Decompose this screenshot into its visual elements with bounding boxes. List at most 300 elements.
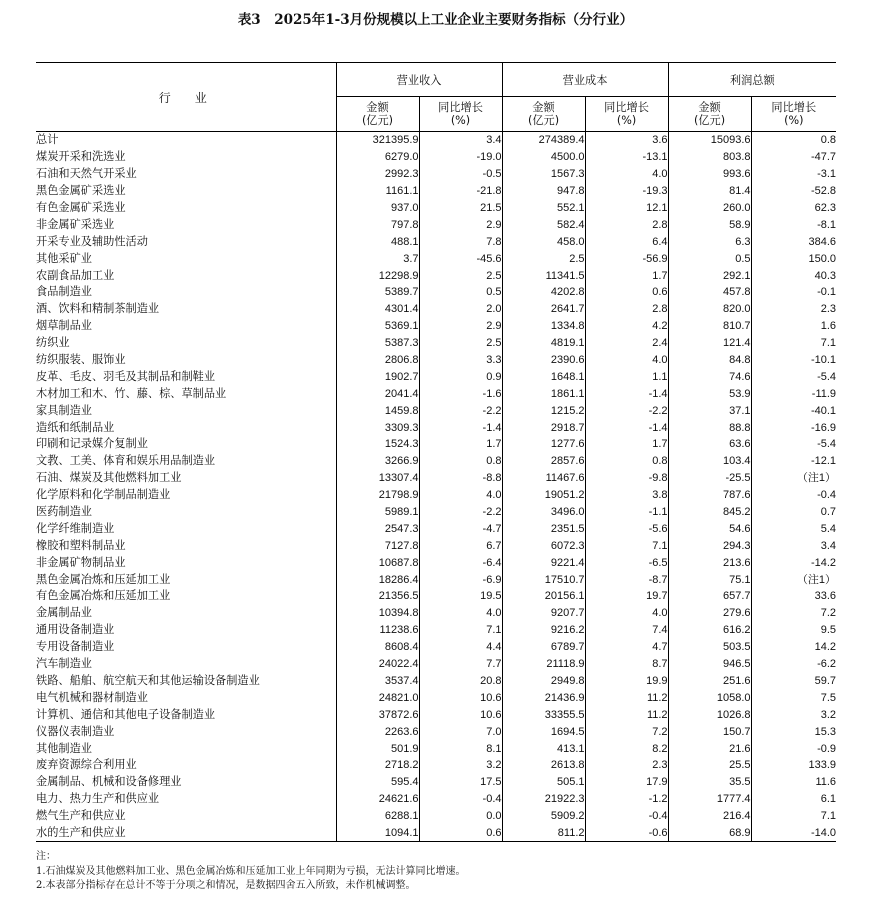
cost-amount-cell: 811.2 <box>502 825 585 842</box>
table-row <box>36 216 836 233</box>
cost-amount-cell: 505.1 <box>502 774 585 791</box>
cost-amount-cell: 9216.2 <box>502 622 585 639</box>
profit-amount-cell: 1026.8 <box>668 706 751 723</box>
profit-amount-cell: 292.1 <box>668 267 751 284</box>
profit-growth-cell: 1.6 <box>751 318 836 335</box>
profit-growth-header: 同比增长 (%) <box>751 97 836 132</box>
cost-growth-cell: -13.1 <box>585 149 668 166</box>
profit-growth-cell: -0.4 <box>751 487 836 504</box>
profit-amount-cell: 37.1 <box>668 402 751 419</box>
table-row <box>36 436 836 453</box>
profit-amount-cell: 810.7 <box>668 318 751 335</box>
revenue-amount-cell: 3.7 <box>336 250 419 267</box>
revenue-amount-cell: 2547.3 <box>336 520 419 537</box>
table-row <box>36 200 836 217</box>
cost-amount-cell: 19051.2 <box>502 487 585 504</box>
profit-growth-cell: 384.6 <box>751 233 836 250</box>
profit-amount-cell: 84.8 <box>668 352 751 369</box>
cost-amount-cell: 947.8 <box>502 183 585 200</box>
industry-name: 农副食品加工业 <box>36 268 115 282</box>
cost-amount-cell: 1277.6 <box>502 436 585 453</box>
cost-amount-cell: 3496.0 <box>502 504 585 521</box>
industry-name: 木材加工和木、竹、藤、棕、草制品业 <box>36 386 227 400</box>
industry-name: 总计 <box>36 133 59 147</box>
profit-growth-cell: -8.1 <box>751 216 836 233</box>
cost-growth-cell: 1.1 <box>585 368 668 385</box>
cost-growth-cell: 0.6 <box>585 284 668 301</box>
revenue-growth-header: 同比增长 (%) <box>419 97 502 132</box>
cost-header: 营业成本 <box>502 63 668 97</box>
table-row <box>36 149 836 166</box>
cost-amount-cell: 5909.2 <box>502 808 585 825</box>
profit-amount-cell: 294.3 <box>668 537 751 554</box>
industry-name: 医药制造业 <box>36 505 92 519</box>
cost-growth-cell: 2.3 <box>585 757 668 774</box>
revenue-growth-cell: 2.9 <box>419 318 502 335</box>
profit-growth-cell: 62.3 <box>751 200 836 217</box>
revenue-growth-cell: 0.5 <box>419 284 502 301</box>
profit-amount-cell: 103.4 <box>668 453 751 470</box>
cost-growth-cell: 7.1 <box>585 537 668 554</box>
table-row <box>36 301 836 318</box>
revenue-growth-cell: 2.5 <box>419 267 502 284</box>
revenue-amount-cell: 5389.7 <box>336 284 419 301</box>
cost-amount-cell: 4500.0 <box>502 149 585 166</box>
revenue-amount-cell: 5387.3 <box>336 335 419 352</box>
revenue-growth-cell: 10.6 <box>419 689 502 706</box>
cost-amount-cell: 1694.5 <box>502 723 585 740</box>
revenue-amount-cell: 2806.8 <box>336 352 419 369</box>
table-row <box>36 622 836 639</box>
revenue-amount-cell: 3537.4 <box>336 673 419 690</box>
profit-growth-cell: 14.2 <box>751 639 836 656</box>
profit-growth-cell: -0.9 <box>751 740 836 757</box>
profit-growth-cell: -11.9 <box>751 385 836 402</box>
note-1: 1.石油煤炭及其他燃料加工业、黑色金属冶炼和压延加工业上年同期为亏损，无法计算同比增速。 <box>36 865 466 877</box>
cost-growth-cell: 7.4 <box>585 622 668 639</box>
table-row <box>36 588 836 605</box>
profit-growth-cell: -40.1 <box>751 402 836 419</box>
cost-growth-cell: -8.7 <box>585 571 668 588</box>
industry-name: 石油和天然气开采业 <box>36 167 137 181</box>
industry-name: 金属制品业 <box>36 606 92 620</box>
revenue-amount-cell: 1524.3 <box>336 436 419 453</box>
revenue-amount-cell: 10687.8 <box>336 554 419 571</box>
cost-amount-cell: 6789.7 <box>502 639 585 656</box>
profit-growth-cell: -5.4 <box>751 436 836 453</box>
cost-amount-cell: 1648.1 <box>502 368 585 385</box>
profit-growth-cell: -0.1 <box>751 284 836 301</box>
revenue-amount-cell: 5989.1 <box>336 504 419 521</box>
cost-amount-cell: 2390.6 <box>502 352 585 369</box>
profit-amount-cell: 54.6 <box>668 520 751 537</box>
revenue-growth-cell: 2.5 <box>419 335 502 352</box>
revenue-growth-cell: 7.7 <box>419 656 502 673</box>
table-row <box>36 284 836 301</box>
revenue-growth-cell: 19.5 <box>419 588 502 605</box>
revenue-amount-cell: 797.8 <box>336 216 419 233</box>
table-row <box>36 791 836 808</box>
revenue-amount-cell: 321395.9 <box>336 132 419 149</box>
revenue-amount-cell: 24022.4 <box>336 656 419 673</box>
revenue-growth-cell: -0.5 <box>419 166 502 183</box>
profit-growth-cell: 7.1 <box>751 335 836 352</box>
profit-growth-cell: 59.7 <box>751 673 836 690</box>
cost-growth-cell: 7.2 <box>585 723 668 740</box>
profit-amount-cell: 58.9 <box>668 216 751 233</box>
profit-amount-cell: 657.7 <box>668 588 751 605</box>
cost-amount-cell: 21922.3 <box>502 791 585 808</box>
industry-name: 酒、饮料和精制茶制造业 <box>36 302 160 316</box>
industry-name: 计算机、通信和其他电子设备制造业 <box>36 707 216 721</box>
profit-growth-cell: 11.6 <box>751 774 836 791</box>
table-row <box>36 571 836 588</box>
profit-growth-cell: -14.2 <box>751 554 836 571</box>
cost-amount-cell: 17510.7 <box>502 571 585 588</box>
cost-amount-cell: 2918.7 <box>502 419 585 436</box>
profit-growth-cell: -16.9 <box>751 419 836 436</box>
industry-name: 电力、热力生产和供应业 <box>36 792 160 806</box>
revenue-growth-cell: 3.4 <box>419 132 502 149</box>
revenue-growth-cell: 3.2 <box>419 757 502 774</box>
profit-amount-cell: 121.4 <box>668 335 751 352</box>
cost-growth-cell: 1.7 <box>585 436 668 453</box>
revenue-growth-cell: 7.1 <box>419 622 502 639</box>
profit-growth-cell: （注1） <box>751 470 836 487</box>
revenue-growth-cell: -2.2 <box>419 402 502 419</box>
revenue-growth-cell: 2.0 <box>419 301 502 318</box>
industry-name: 有色金属冶炼和压延加工业 <box>36 589 171 603</box>
cost-growth-cell: 19.9 <box>585 673 668 690</box>
revenue-growth-cell: 17.5 <box>419 774 502 791</box>
profit-growth-cell: 0.8 <box>751 132 836 149</box>
cost-amount-header: 金额 (亿元) <box>502 97 585 132</box>
cost-amount-cell: 2351.5 <box>502 520 585 537</box>
revenue-amount-cell: 8608.4 <box>336 639 419 656</box>
table-row <box>36 487 836 504</box>
industry-name: 橡胶和塑料制品业 <box>36 538 126 552</box>
profit-amount-cell: 35.5 <box>668 774 751 791</box>
profit-growth-cell: 33.6 <box>751 588 836 605</box>
industry-name: 废弃资源综合利用业 <box>36 758 137 772</box>
cost-growth-cell: 17.9 <box>585 774 668 791</box>
industry-name: 其他采矿业 <box>36 251 92 265</box>
revenue-amount-cell: 21356.5 <box>336 588 419 605</box>
revenue-amount-cell: 1161.1 <box>336 183 419 200</box>
revenue-amount-cell: 2263.6 <box>336 723 419 740</box>
profit-amount-cell: 787.6 <box>668 487 751 504</box>
revenue-growth-cell: 0.8 <box>419 453 502 470</box>
cost-amount-cell: 582.4 <box>502 216 585 233</box>
cost-growth-cell: -5.6 <box>585 520 668 537</box>
table-body <box>36 132 836 842</box>
profit-amount-cell: 845.2 <box>668 504 751 521</box>
revenue-amount-cell: 37872.6 <box>336 706 419 723</box>
cost-amount-cell: 1334.8 <box>502 318 585 335</box>
revenue-growth-cell: -4.7 <box>419 520 502 537</box>
cost-amount-cell: 1567.3 <box>502 166 585 183</box>
profit-header: 利润总额 <box>668 63 836 97</box>
profit-amount-cell: 6.3 <box>668 233 751 250</box>
profit-amount-cell: 503.5 <box>668 639 751 656</box>
financial-indicators-table <box>36 62 836 842</box>
cost-growth-cell: 3.6 <box>585 132 668 149</box>
profit-growth-cell: 7.5 <box>751 689 836 706</box>
cost-growth-cell: 2.4 <box>585 335 668 352</box>
table-row <box>36 808 836 825</box>
cost-amount-cell: 2.5 <box>502 250 585 267</box>
table-row <box>36 774 836 791</box>
industry-name: 食品制造业 <box>36 285 92 299</box>
profit-amount-cell: 616.2 <box>668 622 751 639</box>
revenue-growth-cell: 7.8 <box>419 233 502 250</box>
cost-amount-cell: 4819.1 <box>502 335 585 352</box>
profit-amount-cell: 803.8 <box>668 149 751 166</box>
revenue-growth-cell: 0.0 <box>419 808 502 825</box>
industry-name: 通用设备制造业 <box>36 623 115 637</box>
industry-name: 纺织服装、服饰业 <box>36 353 126 367</box>
table-row <box>36 385 836 402</box>
cost-growth-cell: 6.4 <box>585 233 668 250</box>
industry-name: 文教、工美、体育和娱乐用品制造业 <box>36 454 216 468</box>
industry-name: 家具制造业 <box>36 403 92 417</box>
profit-growth-cell: 2.3 <box>751 301 836 318</box>
revenue-growth-cell: -0.4 <box>419 791 502 808</box>
table-row <box>36 723 836 740</box>
cost-amount-cell: 552.1 <box>502 200 585 217</box>
industry-name: 非金属矿物制品业 <box>36 555 126 569</box>
cost-growth-cell: 11.2 <box>585 689 668 706</box>
profit-amount-cell: 946.5 <box>668 656 751 673</box>
profit-amount-cell: 74.6 <box>668 368 751 385</box>
table-row <box>36 706 836 723</box>
revenue-growth-cell: 8.1 <box>419 740 502 757</box>
profit-amount-cell: 213.6 <box>668 554 751 571</box>
revenue-amount-cell: 3309.3 <box>336 419 419 436</box>
industry-name: 开采专业及辅助性活动 <box>36 234 148 248</box>
profit-growth-cell: -3.1 <box>751 166 836 183</box>
cost-growth-cell: -1.1 <box>585 504 668 521</box>
revenue-amount-cell: 2718.2 <box>336 757 419 774</box>
revenue-amount-cell: 24621.6 <box>336 791 419 808</box>
cost-amount-cell: 21118.9 <box>502 656 585 673</box>
revenue-amount-cell: 501.9 <box>336 740 419 757</box>
profit-growth-cell: 9.5 <box>751 622 836 639</box>
cost-growth-cell: -2.2 <box>585 402 668 419</box>
table-row <box>36 368 836 385</box>
table-row <box>36 267 836 284</box>
table-row <box>36 504 836 521</box>
cost-amount-cell: 2613.8 <box>502 757 585 774</box>
cost-growth-cell: -6.5 <box>585 554 668 571</box>
profit-amount-cell: 457.8 <box>668 284 751 301</box>
profit-growth-cell: -6.2 <box>751 656 836 673</box>
cost-amount-cell: 2857.6 <box>502 453 585 470</box>
industry-name: 化学原料和化学制品制造业 <box>36 488 171 502</box>
industry-name: 黑色金属冶炼和压延加工业 <box>36 572 171 586</box>
industry-name: 非金属矿采选业 <box>36 217 115 231</box>
revenue-amount-cell: 595.4 <box>336 774 419 791</box>
industry-name: 黑色金属矿采选业 <box>36 184 126 198</box>
industry-name: 有色金属矿采选业 <box>36 201 126 214</box>
revenue-amount-cell: 12298.9 <box>336 267 419 284</box>
industry-name: 金属制品、机械和设备修理业 <box>36 775 182 789</box>
profit-growth-cell: -5.4 <box>751 368 836 385</box>
profit-growth-cell: 3.4 <box>751 537 836 554</box>
cost-growth-cell: 11.2 <box>585 706 668 723</box>
cost-amount-cell: 11341.5 <box>502 267 585 284</box>
revenue-growth-cell: 20.8 <box>419 673 502 690</box>
profit-amount-header: 金额 (亿元) <box>668 97 751 132</box>
cost-amount-cell: 274389.4 <box>502 132 585 149</box>
table-row <box>36 757 836 774</box>
table-row <box>36 825 836 842</box>
note-label: 注： <box>36 851 56 862</box>
table-row <box>36 470 836 487</box>
profit-growth-cell: 7.2 <box>751 605 836 622</box>
revenue-growth-cell: 4.0 <box>419 487 502 504</box>
note-2: 2.本表部分指标存在总计不等于分项之和情况，是数据四舍五入所致，未作机械调整。 <box>36 880 416 891</box>
profit-growth-cell: 133.9 <box>751 757 836 774</box>
cost-amount-cell: 458.0 <box>502 233 585 250</box>
revenue-growth-cell: 6.7 <box>419 537 502 554</box>
cost-amount-cell: 1861.1 <box>502 385 585 402</box>
industry-name: 化学纤维制造业 <box>36 521 115 535</box>
revenue-amount-cell: 1902.7 <box>336 368 419 385</box>
cost-amount-cell: 413.1 <box>502 740 585 757</box>
cost-growth-cell: 8.7 <box>585 656 668 673</box>
profit-growth-cell: 5.4 <box>751 520 836 537</box>
cost-growth-cell: 3.8 <box>585 487 668 504</box>
industry-name: 纺织业 <box>36 336 70 350</box>
cost-amount-cell: 33355.5 <box>502 706 585 723</box>
cost-growth-cell: -9.8 <box>585 470 668 487</box>
cost-growth-cell: 1.7 <box>585 267 668 284</box>
industry-name: 水的生产和供应业 <box>36 825 336 842</box>
profit-amount-cell: 993.6 <box>668 166 751 183</box>
cost-amount-cell: 1215.2 <box>502 402 585 419</box>
industry-name: 铁路、船舶、航空航天和其他运输设备制造业 <box>36 673 260 687</box>
revenue-growth-cell: 3.3 <box>419 352 502 369</box>
table-row <box>36 554 836 571</box>
revenue-amount-cell: 24821.0 <box>336 689 419 706</box>
profit-growth-cell: -47.7 <box>751 149 836 166</box>
revenue-amount-cell: 5369.1 <box>336 318 419 335</box>
profit-growth-cell: 7.1 <box>751 808 836 825</box>
table-row <box>36 673 836 690</box>
profit-amount-cell: -25.5 <box>668 470 751 487</box>
revenue-amount-cell: 6279.0 <box>336 149 419 166</box>
revenue-growth-cell: 0.6 <box>419 825 502 842</box>
cost-growth-cell: 4.0 <box>585 352 668 369</box>
cost-amount-cell: 2949.8 <box>502 673 585 690</box>
revenue-amount-cell: 937.0 <box>336 200 419 217</box>
cost-growth-cell: -1.4 <box>585 419 668 436</box>
cost-growth-cell: 12.1 <box>585 200 668 217</box>
profit-growth-cell: 15.3 <box>751 723 836 740</box>
cost-amount-cell: 4202.8 <box>502 284 585 301</box>
cost-amount-cell: 9221.4 <box>502 554 585 571</box>
cost-growth-cell: 4.0 <box>585 166 668 183</box>
profit-amount-cell: 25.5 <box>668 757 751 774</box>
profit-amount-cell: 21.6 <box>668 740 751 757</box>
revenue-amount-cell: 6288.1 <box>336 808 419 825</box>
revenue-growth-cell: -1.4 <box>419 419 502 436</box>
profit-growth-cell: -10.1 <box>751 352 836 369</box>
revenue-header: 营业收入 <box>336 63 502 97</box>
table-row <box>36 605 836 622</box>
profit-growth-cell: -12.1 <box>751 453 836 470</box>
cost-growth-cell: -0.4 <box>585 808 668 825</box>
cost-growth-cell: 4.0 <box>585 605 668 622</box>
table-row <box>36 419 836 436</box>
revenue-amount-cell: 21798.9 <box>336 487 419 504</box>
footnotes <box>36 850 466 894</box>
table-row <box>36 689 836 706</box>
table-row <box>36 166 836 183</box>
table-row <box>36 233 836 250</box>
table-row <box>36 656 836 673</box>
table-row <box>36 250 836 267</box>
profit-amount-cell: 75.1 <box>668 571 751 588</box>
industry-name: 造纸和纸制品业 <box>36 420 115 434</box>
cost-amount-cell: 11467.6 <box>502 470 585 487</box>
profit-amount-cell: 53.9 <box>668 385 751 402</box>
cost-amount-cell: 21436.9 <box>502 689 585 706</box>
revenue-growth-cell: -2.2 <box>419 504 502 521</box>
cost-growth-cell: -0.6 <box>585 825 668 842</box>
revenue-growth-cell: -19.0 <box>419 149 502 166</box>
profit-growth-cell: 150.0 <box>751 250 836 267</box>
table-row <box>36 537 836 554</box>
cost-growth-cell: 0.8 <box>585 453 668 470</box>
cost-growth-cell: -1.4 <box>585 385 668 402</box>
industry-name: 电气机械和器材制造业 <box>36 690 148 704</box>
industry-header: 行 业 <box>36 63 336 132</box>
revenue-amount-cell: 1094.1 <box>336 825 419 842</box>
table-row <box>36 318 836 335</box>
table-row <box>36 335 836 352</box>
cost-amount-cell: 6072.3 <box>502 537 585 554</box>
industry-name: 专用设备制造业 <box>36 640 115 654</box>
profit-amount-cell: 68.9 <box>668 825 751 842</box>
profit-amount-cell: 15093.6 <box>668 132 751 149</box>
industry-name: 煤炭开采和洗选业 <box>36 150 126 164</box>
industry-name: 燃气生产和供应业 <box>36 809 126 823</box>
revenue-growth-cell: -21.8 <box>419 183 502 200</box>
revenue-growth-cell: 21.5 <box>419 200 502 217</box>
revenue-amount-cell: 2041.4 <box>336 385 419 402</box>
profit-amount-cell: 150.7 <box>668 723 751 740</box>
revenue-amount-header: 金额 (亿元) <box>336 97 419 132</box>
revenue-growth-cell: -45.6 <box>419 250 502 267</box>
cost-growth-header: 同比增长 (%) <box>585 97 668 132</box>
revenue-growth-cell: 4.4 <box>419 639 502 656</box>
table-row <box>36 520 836 537</box>
cost-growth-cell: -19.3 <box>585 183 668 200</box>
profit-growth-cell: -14.0 <box>751 825 836 842</box>
revenue-amount-cell: 3266.9 <box>336 453 419 470</box>
profit-amount-cell: 216.4 <box>668 808 751 825</box>
table-row <box>36 352 836 369</box>
profit-amount-cell: 81.4 <box>668 183 751 200</box>
industry-name: 烟草制品业 <box>36 319 92 333</box>
revenue-growth-cell: 4.0 <box>419 605 502 622</box>
profit-growth-cell: 3.2 <box>751 706 836 723</box>
revenue-amount-cell: 488.1 <box>336 233 419 250</box>
cost-growth-cell: 19.7 <box>585 588 668 605</box>
revenue-growth-cell: -1.6 <box>419 385 502 402</box>
